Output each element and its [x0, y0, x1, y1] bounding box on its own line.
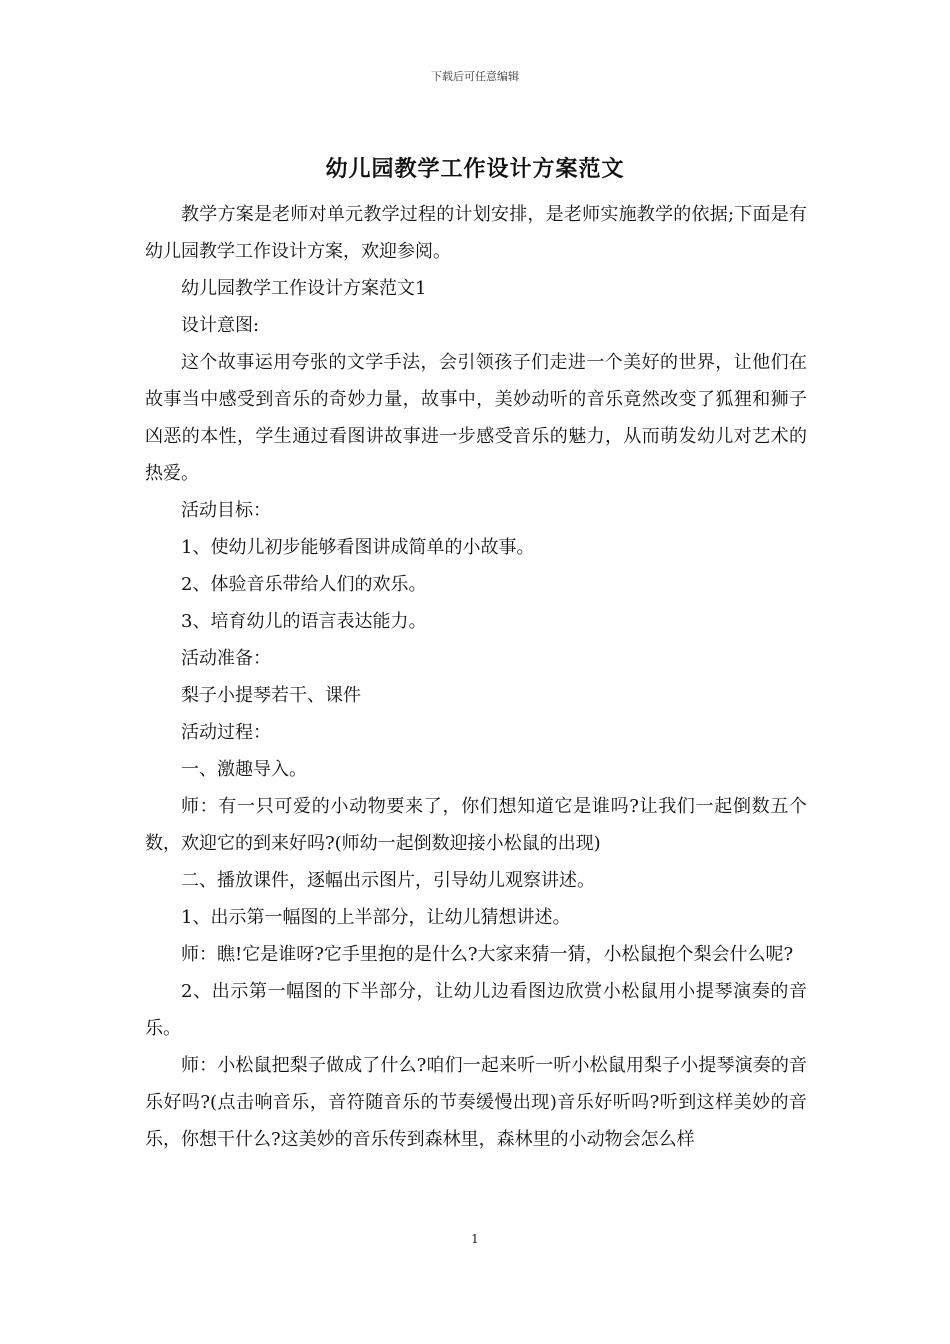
paragraph: 活动准备：	[181, 648, 271, 669]
paragraph: 梨子小提琴若干、课件	[181, 685, 361, 706]
document-title: 幼儿园教学工作设计方案范文	[325, 156, 625, 182]
paragraph: 师：小松鼠把梨子做成了什么?咱们一起来听一听小松鼠用梨子小提琴演奏的音乐好吗?(点击响音乐，音符随音乐的节奏缓慢出现)音乐好听吗?听到这样美妙的音乐，你想干什么?这美妙的音乐传到森林里，森林里的小动物会怎么样	[145, 1055, 807, 1150]
paragraph: 一、激趣导入。	[181, 759, 307, 780]
paragraph: 教学方案是老师对单元教学过程的计划安排，是老师实施教学的依据;下面是有幼儿园教学工作设计方案，欢迎参阅。	[145, 204, 807, 262]
paragraph: 幼儿园教学工作设计方案范文1	[181, 278, 427, 299]
paragraph: 活动过程：	[181, 722, 271, 743]
paragraph: 3、培育幼儿的语言表达能力。	[181, 611, 427, 632]
paragraph: 1、使幼儿初步能够看图讲成简单的小故事。	[181, 537, 535, 558]
paragraph: 这个故事运用夸张的文学手法，会引领孩子们走进一个美好的世界，让他们在故事当中感受到音乐的奇妙力量，故事中，美妙动听的音乐竟然改变了狐狸和狮子凶恶的本性，学生通过看图讲故事进一步感受音乐的魅力，从而萌发幼儿对艺术的热爱。	[145, 352, 807, 484]
paragraph: 1、出示第一幅图的上半部分，让幼儿猜想讲述。	[181, 907, 571, 928]
paragraph: 设计意图:	[181, 315, 260, 336]
document-body	[145, 196, 807, 1158]
paragraph: 师：有一只可爱的小动物要来了，你们想知道它是谁吗?让我们一起倒数五个数，欢迎它的到来好吗?(师幼一起倒数迎接小松鼠的出现)	[145, 796, 807, 854]
paragraph: 2、体验音乐带给人们的欢乐。	[181, 574, 427, 595]
paragraph: 师：瞧!它是谁呀?它手里抱的是什么?大家来猜一猜，小松鼠抱个梨会什么呢?	[181, 944, 794, 965]
paragraph: 活动目标：	[181, 500, 271, 521]
paragraph: 2、出示第一幅图的下半部分，让幼儿边看图边欣赏小松鼠用小提琴演奏的音乐。	[145, 981, 807, 1039]
page-number: 1	[471, 1232, 479, 1246]
paragraph: 二、播放课件，逐幅出示图片，引导幼儿观察讲述。	[181, 870, 595, 891]
page-header-note: 下载后可任意编辑	[431, 70, 519, 83]
